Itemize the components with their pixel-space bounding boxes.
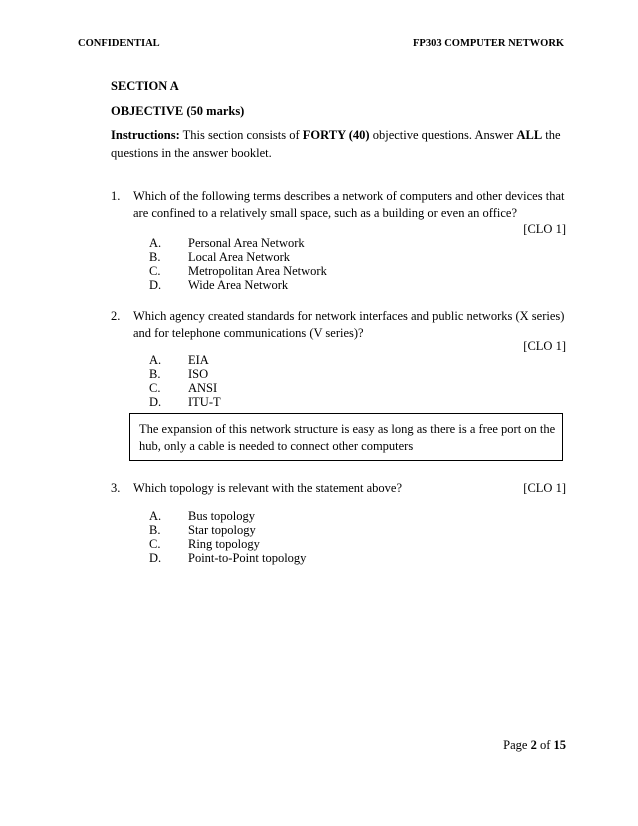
instructions-label: Instructions: — [111, 128, 180, 142]
objective-heading: OBJECTIVE (50 marks) — [111, 104, 245, 118]
q1-option-text: Personal Area Network — [188, 236, 305, 250]
q2-option-letter: A. — [149, 353, 162, 367]
section-title: SECTION A — [111, 79, 179, 93]
q3-clo: [CLO 1] — [523, 481, 566, 495]
q2-line-2: and for telephone communications (V series)? — [133, 326, 364, 340]
q1-clo: [CLO 1] — [523, 222, 566, 236]
q2-option-letter: D. — [149, 395, 162, 409]
q2-option-text: ANSI — [188, 381, 218, 395]
q1-line-1: Which of the following terms describes a network of computers and other devices that — [133, 189, 565, 203]
header-course: FP303 COMPUTER NETWORK — [413, 38, 565, 49]
q1-option-letter: B. — [149, 250, 161, 264]
q3-option-letter: B. — [149, 523, 161, 537]
q2-option-letter: B. — [149, 367, 161, 381]
statement-box — [129, 413, 563, 461]
instructions-line-2: questions in the answer booklet. — [111, 146, 272, 160]
q1-option-letter: C. — [149, 264, 161, 278]
q1-option-letter: A. — [149, 236, 162, 250]
q3-option-text: Point-to-Point topology — [188, 551, 307, 565]
q2-clo: [CLO 1] — [523, 339, 566, 353]
current-page: 2 — [530, 738, 537, 752]
q1-option-text: Metropolitan Area Network — [188, 264, 327, 278]
statement-line-2: hub, only a cable is needed to connect other computers — [139, 439, 414, 453]
q3-option-letter: D. — [149, 551, 162, 565]
q2-option-text: ITU-T — [188, 395, 221, 409]
q3-option-letter: C. — [149, 537, 161, 551]
q1-number: 1. — [111, 189, 121, 203]
q2-option-text: EIA — [188, 353, 209, 367]
q2-number: 2. — [111, 309, 121, 323]
q3-option-letter: A. — [149, 509, 162, 523]
header-confidential: CONFIDENTIAL — [78, 38, 160, 49]
q1-line-2: are confined to a relatively small space, such as a building or even an office? — [133, 206, 517, 220]
instructions-line-1: Instructions: This section consists of FORTY (40) objective questions. Answer ALL the — [111, 128, 561, 142]
q1-option-text: Local Area Network — [188, 250, 291, 264]
total-pages: 15 — [553, 738, 566, 752]
q2-line-1: Which agency created standards for network interfaces and public networks (X series) — [133, 309, 565, 323]
q1-option-letter: D. — [149, 278, 162, 292]
q3-option-text: Bus topology — [188, 509, 256, 523]
q1-option-text: Wide Area Network — [188, 278, 289, 292]
q3-line-1: Which topology is relevant with the statement above? — [133, 481, 403, 495]
page-number: Page 2 of 15 — [503, 738, 566, 752]
statement-line-1: The expansion of this network structure is easy as long as there is a free port on the — [139, 422, 556, 436]
q2-option-letter: C. — [149, 381, 161, 395]
q3-number: 3. — [111, 481, 121, 495]
q3-option-text: Star topology — [188, 523, 256, 537]
q3-option-text: Ring topology — [188, 537, 260, 551]
q2-option-text: ISO — [188, 367, 209, 381]
